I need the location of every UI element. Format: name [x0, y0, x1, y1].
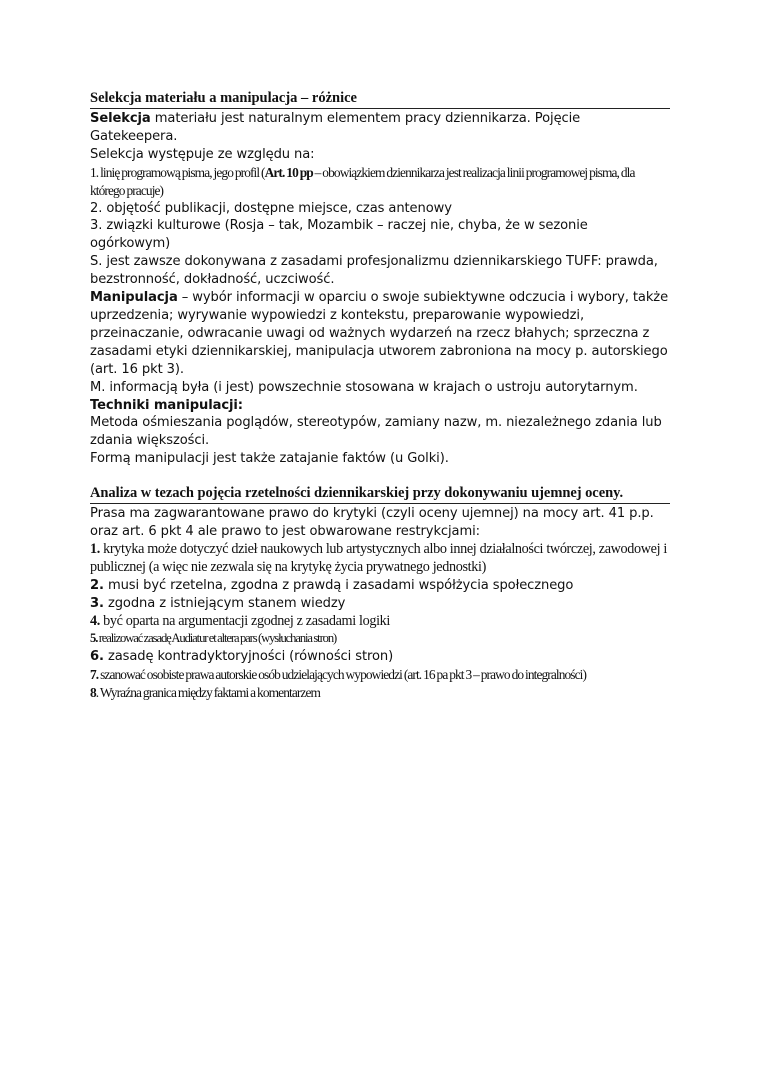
paragraph-selekcja-definition: Selekcja materiału jest naturalnym elementem pracy dziennikarza. Pojęcie Gatekeepera.	[90, 111, 581, 144]
list-item-1: 1. krytyka może dotyczyć dzieł naukowych lub artystycznych albo innej działalności twórczej, zawodowej i publicznej (a więc nie zezwala się na krytykę życia prywatnego jednostki)	[90, 540, 668, 575]
section-heading-analiza: Analiza w tezach pojęcia rzetelności dziennikarskiej przy dokonywaniu ujemnej oceny.	[90, 485, 670, 504]
list-item-3: 3. zgodna z istniejącym stanem wiedzy	[90, 595, 346, 611]
list-item-4: 4. być oparta na argumentacji zgodnej z zasadami logiki	[90, 612, 390, 629]
list-item-8: 8. Wyraźna granica między faktami a komentarzem	[90, 685, 321, 701]
paragraph-tuff: S. jest zawsze dokonywana z zasadami profesjonalizmu dziennikarskiego TUFF: prawda, bezstronność, dokładność, uczciwość.	[90, 254, 658, 288]
paragraph-selekcja-intro: Selekcja występuje ze względu na:	[90, 146, 315, 162]
subheading-techniki: Techniki manipulacji:	[90, 397, 243, 413]
list-item-7: 7. szanować osobiste prawa autorskie osób udzielających wypowiedzi (art. 16 pa pkt 3 – prawo do integralności)	[90, 667, 587, 683]
list-item-linia-programowa: 1. linię programową pisma, jego profil (Art. 10 pp – obowiązkiem dziennikarza jest realizacja linii programowej pisma, dla którego pracuje)	[90, 164, 635, 198]
paragraph-autorytaryzm: M. informacją była (i jest) powszechnie stosowana w krajach o ustroju autorytarnym.	[90, 379, 638, 395]
section-heading-selekcja: Selekcja materiału a manipulacja – różnice	[90, 90, 670, 109]
list-item-6: 6. zasadę kontradyktoryjności (równości stron)	[90, 649, 394, 665]
paragraph-metoda: Metoda ośmieszania poglądów, stereotypów, zamiany nazw, m. niezależnego zdania lub zdania większości.	[90, 415, 662, 449]
term-manipulacja: Manipulacja	[90, 290, 178, 306]
list-item-5: 5. realizować zasadę Audiatur et altera pars (wysłuchania stron)	[90, 631, 337, 646]
list-item-2: 2. musi być rzetelna, zgodna z prawdą i zasadami współżycia społecznego	[90, 577, 574, 593]
article-ref: Art. 10 pp	[264, 164, 313, 180]
paragraph-prasa-intro: Prasa ma zagwarantowane prawo do krytyki (czyli oceny ujemnej) na mocy art. 41 p.p. oraz art. 6 pkt 4 ale prawo to jest obwarowane restrykcjami:	[90, 506, 654, 540]
list-item-objetosc: 2. objętość publikacji, dostępne miejsce, czas antenowy	[90, 200, 452, 216]
spacer	[90, 468, 670, 485]
list-item-zwiazki-kulturowe: 3. związki kulturowe (Rosja – tak, Mozambik – raczej nie, chyba, że w sezonie ogórkowym)	[90, 218, 588, 252]
document-page	[90, 90, 670, 702]
paragraph-manipulacja-definition: Manipulacja – wybór informacji w oparciu o swoje subiektywne odczucia i wybory, także uprzedzenia; wyrywanie wypowiedzi z kontekstu, preparowanie wypowiedzi, przeinaczanie, odwracanie uwagi od ważnych wydarzeń na rzecz błahych; sprzeczna z zasadami etyki dziennikarskiej, manipulacja utworem zabroniona na mocy p. autorskiego (art. 16 pkt 3).	[90, 290, 669, 377]
term-selekcja: Selekcja	[90, 111, 151, 126]
paragraph-zatajanie: Formą manipulacji jest także zatajanie faktów (u Golki).	[90, 451, 449, 467]
